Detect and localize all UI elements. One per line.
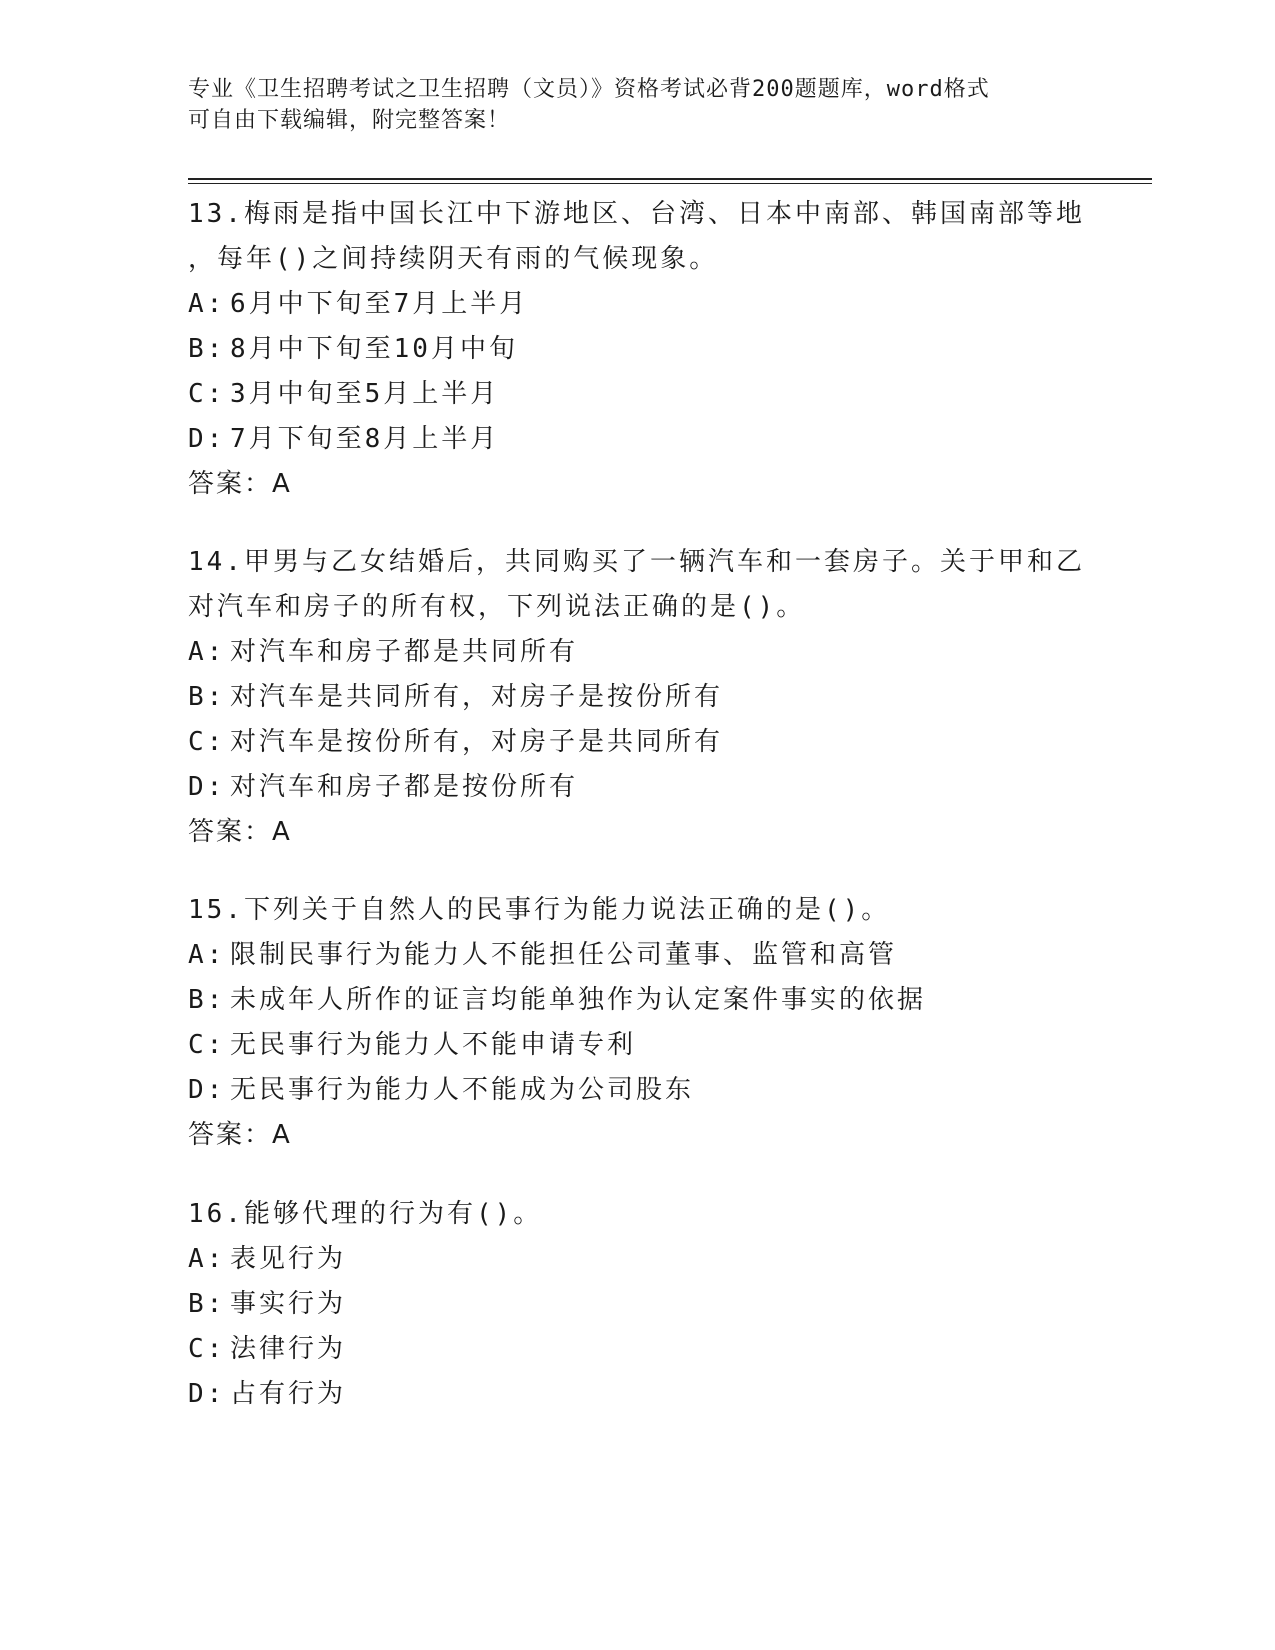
option-a xyxy=(188,933,1088,978)
question-stem-line: 14.甲男与乙女结婚后，共同购买了一辆汽车和一套房子。关于甲和乙 xyxy=(188,547,1085,577)
option-text: 对汽车和房子都是共同所有 xyxy=(230,637,579,667)
option-letter: D: xyxy=(188,1379,226,1409)
option-b xyxy=(188,327,1088,372)
option-a xyxy=(188,282,1088,327)
option-text: 无民事行为能力人不能申请专利 xyxy=(230,1030,637,1060)
option-text: 占有行为 xyxy=(230,1379,347,1409)
option-text: 7月下旬至8月上半月 xyxy=(230,424,500,454)
option-a xyxy=(188,1237,1088,1282)
option-b xyxy=(188,978,1088,1023)
question-stem-line: 对汽车和房子的所有权，下列说法正确的是()。 xyxy=(188,592,806,622)
header-title-line-1: 专业《卫生招聘考试之卫生招聘（文员）》资格考试必背200题题库，word格式 xyxy=(188,77,990,102)
option-letter: B: xyxy=(188,334,226,364)
option-letter: B: xyxy=(188,1289,226,1319)
option-d xyxy=(188,1372,1088,1417)
option-d xyxy=(188,417,1088,462)
option-text: 3月中旬至5月上半月 xyxy=(230,379,500,409)
option-b xyxy=(188,1282,1088,1327)
option-letter: C: xyxy=(188,1030,226,1060)
option-letter: D: xyxy=(188,424,226,454)
option-text: 未成年人所作的证言均能单独作为认定案件事实的依据 xyxy=(230,985,927,1015)
option-text: 对汽车是共同所有，对房子是按份所有 xyxy=(230,682,724,712)
option-text: 表见行为 xyxy=(230,1244,347,1274)
option-text: 对汽车是按份所有，对房子是共同所有 xyxy=(230,727,724,757)
option-text: 对汽车和房子都是按份所有 xyxy=(230,772,579,802)
option-text: 无民事行为能力人不能成为公司股东 xyxy=(230,1075,695,1105)
option-text: 事实行为 xyxy=(230,1289,347,1319)
header-divider-thick xyxy=(188,178,1152,180)
question-stem-line: 16.能够代理的行为有()。 xyxy=(188,1199,543,1229)
option-letter: A: xyxy=(188,289,226,319)
option-c xyxy=(188,372,1088,417)
option-text: 6月中下旬至7月上半月 xyxy=(230,289,529,319)
option-text: 法律行为 xyxy=(230,1334,347,1364)
document-header xyxy=(188,74,1068,136)
option-c xyxy=(188,1023,1088,1068)
option-c xyxy=(188,720,1088,765)
answer-line: 答案：A xyxy=(188,469,292,499)
header-divider-thin xyxy=(188,183,1152,184)
question-stem-line: ，每年()之间持续阴天有雨的气候现象。 xyxy=(188,244,719,274)
option-d xyxy=(188,1068,1088,1113)
question-15 xyxy=(188,888,1088,1158)
option-text: 限制民事行为能力人不能担任公司董事、监管和高管 xyxy=(230,940,898,970)
option-letter: A: xyxy=(188,637,226,667)
question-16 xyxy=(188,1192,1088,1417)
option-letter: A: xyxy=(188,940,226,970)
question-13 xyxy=(188,192,1088,507)
option-letter: C: xyxy=(188,379,226,409)
option-text: 8月中下旬至10月中旬 xyxy=(230,334,518,364)
question-stem-line: 13.梅雨是指中国长江中下游地区、台湾、日本中南部、韩国南部等地 xyxy=(188,199,1085,229)
option-letter: C: xyxy=(188,727,226,757)
option-letter: C: xyxy=(188,1334,226,1364)
option-c xyxy=(188,1327,1088,1372)
option-letter: A: xyxy=(188,1244,226,1274)
option-b xyxy=(188,675,1088,720)
option-d xyxy=(188,765,1088,810)
question-stem-line: 15.下列关于自然人的民事行为能力说法正确的是()。 xyxy=(188,895,891,925)
answer-line: 答案：A xyxy=(188,1120,292,1150)
option-a xyxy=(188,630,1088,675)
option-letter: D: xyxy=(188,1075,226,1105)
option-letter: B: xyxy=(188,985,226,1015)
option-letter: B: xyxy=(188,682,226,712)
answer-line: 答案：A xyxy=(188,817,292,847)
option-letter: D: xyxy=(188,772,226,802)
question-14 xyxy=(188,540,1088,855)
header-title-line-2: 可自由下载编辑，附完整答案！ xyxy=(188,108,511,133)
